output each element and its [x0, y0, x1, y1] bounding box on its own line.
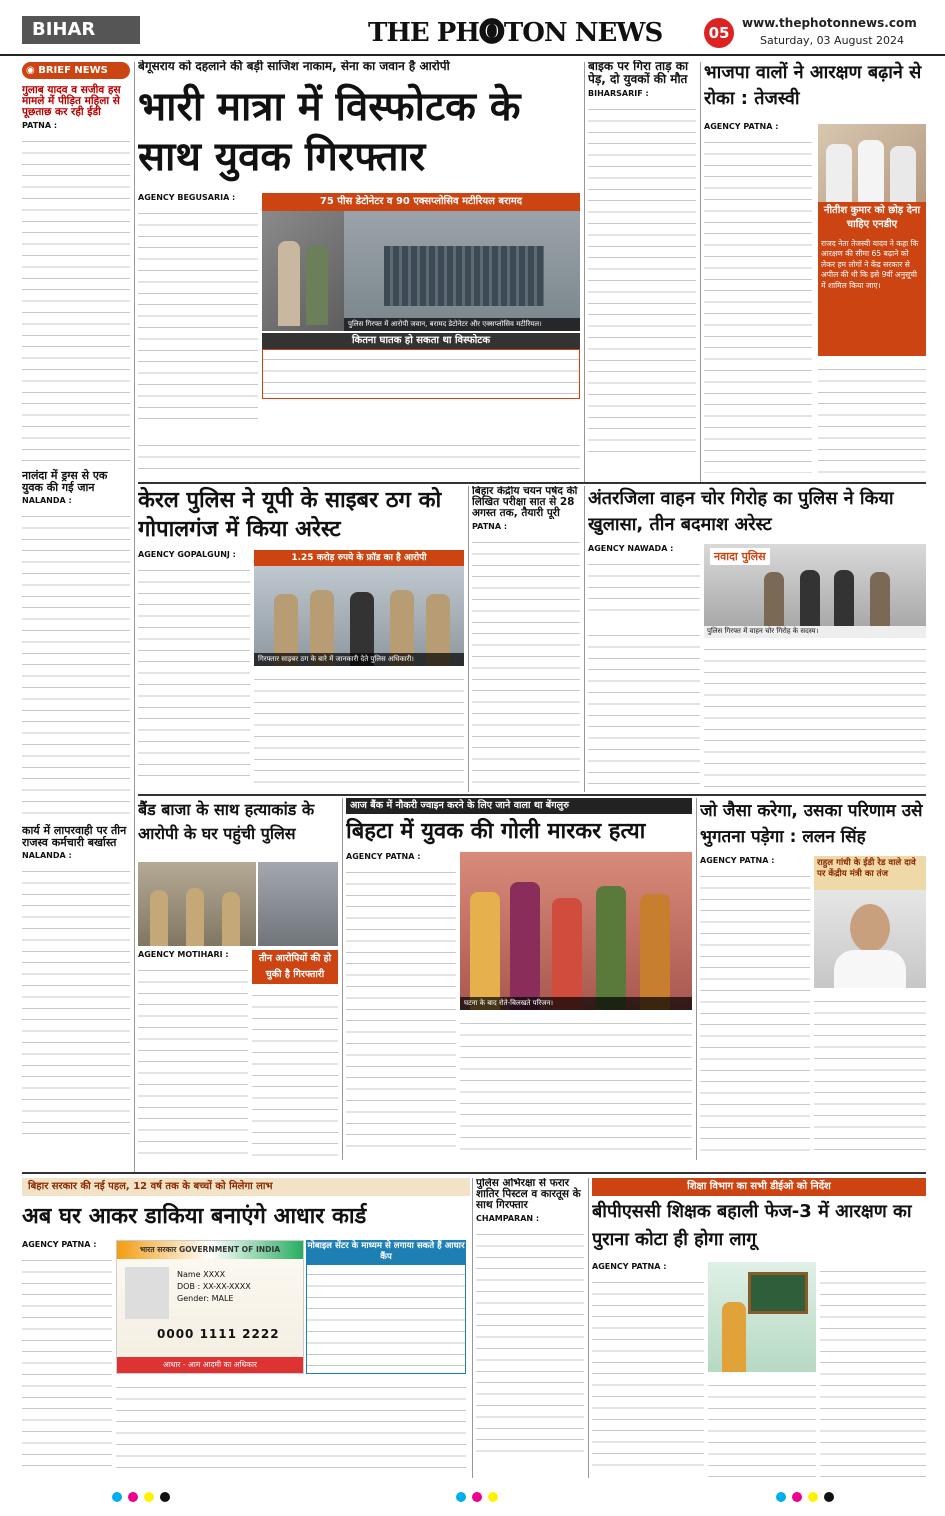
bpsc-headline[interactable]: बीपीएससी शिक्षक बहाली फेज-3 में आरक्षण का पुराना कोटा ही होगा लागू	[592, 1201, 912, 1250]
page-number: 05	[704, 18, 734, 48]
bpsc-continuation	[820, 1262, 926, 1478]
tejashwi-quote: राजद नेता तेजस्वी यादव ने कहा कि आरक्षण की सीमा 65 बढ़ाने को लेकर हम लोगों ने केंद्र सरकार से अपील की थी कि इसे 9वीं अनुसूची में शामिल किया जाए।	[818, 236, 926, 356]
agency-label: NALANDA :	[22, 851, 72, 861]
aadhaar-body: AGENCY PATNA :	[22, 1240, 112, 1478]
registration-dot	[472, 1492, 482, 1502]
vehicle-gang-caption: पुलिस गिरफ्त में वाहन चोर गिरोह के सदस्य।	[704, 626, 926, 638]
registration-dot	[128, 1492, 138, 1502]
column-divider	[134, 62, 135, 1172]
bihta-continuation	[460, 1014, 692, 1160]
band-baja-photo[interactable]	[138, 862, 256, 946]
vehicle-gang-body	[704, 640, 926, 792]
tejashwi-continuation	[818, 360, 926, 480]
newspaper-logo: THE PH🅞TON NEWS	[368, 18, 663, 48]
kerala-continuation	[254, 670, 464, 790]
aadhaar-headline[interactable]: अब घर आकर डाकिया बनाएंगे आधार कार्ड	[22, 1204, 367, 1229]
bpsc-kicker: शिक्षा विभाग का सभी डीईओ को निर्देश	[592, 1178, 926, 1196]
bihta-headline[interactable]: बिहटा में युवक की गोली मारकर हत्या	[346, 819, 646, 844]
band-baja-box: तीन आरोपियों की हो चुकी है गिरफ्तारी	[252, 950, 338, 984]
lead-photo-explosives[interactable]: पुलिस गिरफ्त में आरोपी जवान, बरामद डेटोनेटर और एक्सप्लोसिव मटीरियल।	[344, 211, 580, 331]
lalan-headline[interactable]: जो जैसा करेगा, उसका परिणाम उसे भुगतना पड़ेगा : ललन सिंह	[700, 801, 923, 847]
article-body	[22, 132, 130, 462]
lead-photo-banner: 75 पीस डेटोनेटर व 90 एक्सप्लोसिव मटीरियल बरामद	[262, 193, 580, 211]
brief-headline[interactable]: कार्य में लापरवाही पर तीन राजस्व कर्मचारी बर्खास्त	[22, 824, 127, 849]
aadhaar-side-box-body	[306, 1264, 466, 1374]
brief-headline[interactable]: गुलाब यादव व सजीव हस मामले में पीड़ित महिला से पूछताछ कर रही ईडी	[22, 84, 121, 119]
lead-box-title: कितना घातक हो सकता था विस्फोटक	[262, 333, 580, 349]
column-divider	[584, 62, 585, 482]
registration-dot	[824, 1492, 834, 1502]
vehicle-gang-body	[588, 626, 700, 792]
column-divider	[588, 1178, 589, 1478]
tejashwi-body: AGENCY PATNA :	[704, 122, 812, 482]
lalan-body: AGENCY PATNA :	[700, 856, 810, 1160]
column-divider	[700, 62, 701, 482]
lead-headline[interactable]: भारी मात्रा में विस्फोटक के साथ युवक गिरफ्तार	[138, 84, 521, 180]
lalan-photo[interactable]	[814, 890, 926, 988]
bihta-photo[interactable]: घटना के बाद रोते-बिलखते परिजन।	[460, 852, 692, 1010]
masthead	[0, 0, 945, 56]
brief-headline[interactable]: नालंदा में ड्रग्स से एक युवक की गई जान	[22, 469, 108, 494]
bpsc-illustration	[708, 1262, 816, 1372]
exam-story: बिहार केंद्रीय चयन पर्षद की लिखित परीक्षा सात से 28 अगस्त तक, तैयारी पूरी PATNA :	[472, 486, 580, 792]
issue-date: Saturday, 03 August 2024	[760, 34, 905, 47]
lead-kicker: बेगूसराय को दहलाने की बड़ी साजिश नाकाम, सेना का जवान है आरोपी	[138, 60, 450, 73]
registration-dot	[792, 1492, 802, 1502]
brief-news-column	[22, 62, 130, 1172]
vehicle-gang-headline[interactable]: अंतरजिला वाहन चोर गिरोह का पुलिस ने किया खुलासा, तीन बदमाश अरेस्ट	[588, 488, 894, 535]
section-tab: BIHAR	[22, 16, 140, 44]
column-divider	[342, 798, 343, 1160]
band-baja-photo-2[interactable]	[258, 862, 338, 946]
bihta-kicker: आज बैंक में नौकरी ज्वाइन करने के लिए जाने वाला था बेंगलुरु	[346, 798, 692, 814]
section-divider	[138, 482, 926, 484]
lalan-continuation	[814, 992, 926, 1160]
column-divider	[472, 1178, 473, 1478]
column-divider	[468, 486, 469, 792]
band-baja-continuation	[252, 986, 338, 1160]
brief-news-icon: ◉	[26, 65, 39, 76]
bihta-body: AGENCY PATNA :	[346, 852, 456, 1160]
champaran-headline[interactable]: पुलिस अभिरक्षा से फरार शातिर पिस्टल व कारतूस के साथ गिरफ्तार	[476, 1178, 581, 1212]
kerala-headline[interactable]: केरल पुलिस ने यूपी के साइबर ठग को गोपालगंज में किया अरेस्ट	[138, 488, 442, 542]
card-photo	[125, 1267, 169, 1319]
column-divider	[696, 798, 697, 1160]
lalan-caption: राहुल गांधी के ईडी रेड वाले दावे पर केंद्रीय मंत्री का तंज	[814, 856, 926, 890]
kerala-photo-banner: 1.25 करोड़ रुपये के फ्रॉड का है आरोपी	[254, 550, 464, 566]
registration-dot	[808, 1492, 818, 1502]
article-body	[22, 507, 130, 817]
tejashwi-headline[interactable]: भाजपा वालों ने आरक्षण बढ़ाने से रोका : तेजस्वी	[704, 62, 922, 109]
brief-news-badge: ◉ BRIEF NEWS	[22, 62, 130, 79]
section-divider	[22, 1172, 926, 1174]
section-divider	[138, 794, 926, 796]
bpsc-continuation	[708, 1376, 816, 1478]
lead-box-body	[262, 349, 580, 399]
registration-dot	[160, 1492, 170, 1502]
vehicle-gang-photo[interactable]: नवादा पुलिस	[704, 544, 926, 626]
exam-headline[interactable]: बिहार केंद्रीय चयन पर्षद की लिखित परीक्षा सात से 28 अगस्त तक, तैयारी पूरी	[472, 486, 578, 520]
band-baja-body: AGENCY MOTIHARI :	[138, 950, 248, 1160]
aadhaar-continuation	[116, 1378, 466, 1478]
tejashwi-photo[interactable]	[818, 124, 926, 202]
lead-continuation	[138, 436, 580, 478]
kerala-photo[interactable]: गिरफ्तार साइबर ठग के बारे में जानकारी देते पुलिस अधिकारी।	[254, 566, 464, 666]
kerala-body: AGENCY GOPALGUNJ :	[138, 550, 250, 790]
tejashwi-caption: नीतीश कुमार को छोड़ देना चाहिए एनडीए	[818, 202, 926, 236]
lead-photo-accused[interactable]	[262, 211, 344, 331]
aadhaar-side-box-title: मोबाइल सेंटर के माध्यम से लगाया सकते हैं आधार कैंप	[307, 1241, 465, 1262]
aadhaar-card: भारत सरकार GOVERNMENT OF INDIA Name XXXX DOB : XX-XX-XXXX Gender: MALE 0000 1111 2222 आधार - आम आदमी का अधिकार	[116, 1240, 304, 1374]
agency-label: NALANDA :	[22, 496, 72, 506]
registration-dot	[456, 1492, 466, 1502]
agency-label: PATNA :	[22, 121, 58, 131]
lead-body: AGENCY BEGUSARIA :	[138, 193, 258, 433]
side-story: बाइक पर गिरा ताड़ का पेड़, दो युवकों की मौत BIHARSARIF :	[588, 60, 696, 480]
registration-dot	[776, 1492, 786, 1502]
registration-dot	[112, 1492, 122, 1502]
vehicle-gang-intro: AGENCY NAWADA :	[588, 544, 700, 622]
registration-dot	[144, 1492, 154, 1502]
website-link[interactable]: www.thephotonnews.com	[742, 16, 917, 30]
aadhaar-kicker: बिहार सरकार की नई पहल, 12 वर्ष तक के बच्चों को मिलेगा लाभ	[22, 1178, 470, 1196]
bpsc-body: AGENCY PATNA :	[592, 1262, 704, 1478]
column-divider	[584, 486, 585, 792]
article-body	[22, 862, 130, 1142]
side-headline[interactable]: बाइक पर गिरा ताड़ का पेड़, दो युवकों की मौत	[588, 60, 689, 86]
champaran-story: पुलिस अभिरक्षा से फरार शातिर पिस्टल व कारतूस के साथ गिरफ्तार CHAMPARAN :	[476, 1178, 584, 1478]
band-baja-headline[interactable]: बैंड बाजा के साथ हत्याकांड के आरोपी के घर पहुंची पुलिस	[138, 800, 315, 843]
registration-dot	[488, 1492, 498, 1502]
